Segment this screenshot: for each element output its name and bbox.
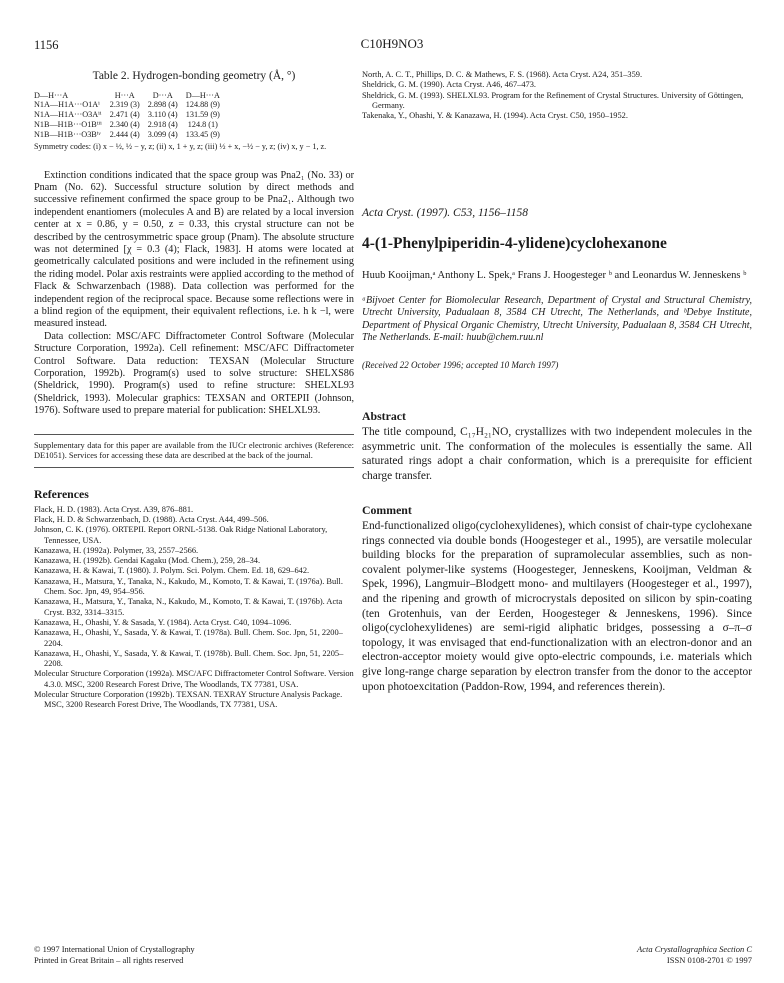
reference-item: Sheldrick, G. M. (1993). SHELXL93. Program for the Refinement of Crystal Structures. University of Göttingen, Germany. [362, 90, 744, 110]
body-paragraph: Extinction conditions indicated that the space group was Pna2₁ (No. 33) or Pnam (No. 62). Successful structure solution by direct methods and successive refinement confirmed the space group to be Pna2₁. Although two independent enantiomers (molecules A and B) are related by a local inversion center at x = 0.86, y = 0.50, z = 0.33, this crystal structure can not be described by the centrosymmetric space group (Pnam). The absolute structure was not determined [χ = 0.3 (4); Flack, 1983]. H atoms were located at geometrically calculated positions and were included in the refinement using the riding model. Polar axis restraints were applied according to the method of Flack & Schwarzenbach (1988). Data collection was performed for the independent region of the reciprocal space. Because some reflections were in a blind region of the equipment, their equivalent reflections, i.e. h k −l, were measured instead. [34, 169, 354, 330]
table-cell: 3.110 (4) [147, 110, 178, 120]
col-header: H···A [114, 90, 135, 100]
comment-heading: Comment [362, 502, 412, 517]
table-cell: N1B—H1B···O3Bⁱᵛ [34, 129, 101, 139]
affiliations: ᵃBijvoet Center for Biomolecular Research, Department of Crystal and Structural Chemistry, Utrecht University, Padualaan 8, 3584 CH Utrecht, The Netherlands, and ᵇDebye Institute, Department of Physical Organic Chemistry, Utrecht University, Padualaan 8, 3584 CH Utrecht, The Netherlands. E-mail: huub@chem.ruu.nl [362, 294, 752, 344]
reference-item: Johnson, C. K. (1976). ORTEPII. Report ORNL-5138. Oak Ridge National Laboratory, Tennessee, USA. [34, 525, 328, 545]
table-cell: 124.88 (9) [185, 100, 220, 110]
left-column [34, 70, 354, 711]
reference-item: Molecular Structure Corporation (1992b). TEXSAN. TEXRAY Structure Analysis Package. MSC, 3200 Research Forest Drive, The Woodlands, TX 77381, USA. [34, 690, 343, 710]
table-cell: N1A—H1A···O1Aⁱ [34, 100, 100, 110]
article-citation: Acta Cryst. (1997). C53, 1156–1158 [362, 207, 528, 220]
table-cell: N1A—H1A···O3Aⁱⁱ [34, 110, 102, 120]
reference-item: Sheldrick, G. M. (1990). Acta Cryst. A46, 467–473. [362, 80, 537, 90]
table-cell: 124.8 (1) [187, 119, 218, 129]
reference-item: Flack, H. D. & Schwarzenbach, D. (1988). Acta Cryst. A44, 499–506. [34, 515, 269, 524]
table-cell: 131.59 (9) [185, 110, 220, 120]
table-row [34, 120, 224, 130]
references-list [34, 505, 354, 711]
running-head: C10H9NO3 [360, 36, 424, 51]
received-dates: (Received 22 October 1996; accepted 10 March 1997) [362, 359, 559, 370]
symmetry-codes: Symmetry codes: (i) x − ½, ½ − y, z; (ii) x, 1 + y, z; (iii) ½ + x, −½ − y, z; (iv) x, y − 1, z. [34, 141, 327, 151]
table-cell: 2.898 (4) [147, 100, 178, 110]
supplementary-note: Supplementary data for this paper are available from the IUCr electronic archives (Reference: DE1051). Services for accessing these data are described at the back of the journal. [34, 440, 354, 460]
reference-item: Molecular Structure Corporation (1992a). MSC/AFC Diffractometer Control Software. Version 4.3.0. MSC, 3200 Research Forest Drive, The Woodlands, TX 77381, USA. [34, 669, 354, 689]
hbond-table [34, 91, 224, 140]
references-continued [362, 70, 752, 121]
table-cell: 133.45 (9) [185, 129, 220, 139]
table-row [34, 130, 224, 140]
reference-item: North, A. C. T., Phillips, D. C. & Mathews, F. S. (1968). Acta Cryst. A24, 351–359. [362, 70, 643, 79]
table-cell: 2.319 (3) [109, 100, 140, 110]
authors: Huub Kooijman,ᵃ Anthony L. Spek,ᵃ Frans J. Hoogesteger ᵇ and Leonardus W. Jenneskens ᵇ [362, 270, 747, 282]
issn: ISSN 0108-2701 © 1997 [666, 954, 752, 965]
reference-item: Kanazawa, H., Ohashi, Y. & Sasada, Y. (1984). Acta Cryst. C40, 1094–1096. [34, 617, 292, 627]
reference-item: Flack, H. D. (1983). Acta Cryst. A39, 876–881. [34, 504, 194, 514]
reference-item: Kanazawa, H., Ohashi, Y., Sasada, Y. & Kawai, T. (1978b). Bull. Chem. Soc. Jpn, 51, 2205–2208. [34, 648, 344, 669]
reference-item: Kanazawa, H., Ohashi, Y., Sasada, Y. & Kawai, T. (1978a). Bull. Chem. Soc. Jpn, 51, 2200–2204. [34, 628, 343, 648]
page-number: 1156 [34, 38, 59, 52]
comment-text: End-functionalized oligo(cyclohexylidenes), which consist of chair-type cyclohexane rings connected via double bonds (Hoogesteger et al., 1995), are versatile molecular building blocks for the preparation of supramolecular assemblies, such as non-covalent polymer-like systems (Hoogesteger, Jenneskens, Kooijman, Veldman & Spek, 1996), Langmuir–Blodgett mono- and multilayers (Hoogesteger et al., 1997), and the ripening and growth of microcrystals deposited on silicon by spin-coating (ten Grotenhuis, van der Eerden, Hoogesteger & Jenneskens, 1996). Since oligo(cyclohexylidenes) are semi-rigid aliphatic bridges, possessing a σ–π–σ topology, it was envisaged that end-functionalization with an electron-donor and an electron-acceptor moiety would give opto-electric compounds, i.e. materials which give long-range charge separation by electron transfer from the donor to the acceptor upon photoexcitation (Paddon-Row, 1994, and references therein). [362, 520, 752, 693]
journal-name: Acta Crystallographica Section C [637, 944, 752, 954]
table-row [34, 100, 224, 110]
reference-item: Kanazawa, H., Matsura, Y., Tanaka, N., Kakudo, M., Komoto, T. & Kawai, T. (1976b). Acta Cryst. B32, 3314–3315. [34, 597, 343, 617]
divider [34, 434, 354, 435]
table-cell: 2.340 (4) [109, 119, 140, 129]
footer-left [34, 944, 195, 965]
references-heading: References [34, 487, 89, 502]
table-caption: Table 2. Hydrogen-bonding geometry (Å, °) [92, 70, 296, 82]
col-header: D—H···A [185, 90, 220, 100]
table-cell: 2.918 (4) [147, 119, 178, 129]
table-cell: N1B—H1B···O1Bⁱⁱⁱ [34, 119, 102, 129]
table-row [34, 110, 224, 120]
reference-item: Kanazawa, H. & Kawai, T. (1980). J. Polym. Sci. Polym. Chem. Ed. 18, 629–642. [34, 566, 310, 576]
reference-item: Kanazawa, H., Matsura, Y., Tanaka, N., Kakudo, M., Komoto, T. & Kawai, T. (1976a). Bull. Chem. Soc. Jpn, 49, 954–956. [34, 576, 343, 597]
right-column [362, 70, 752, 694]
copyright: © 1997 International Union of Crystallography [34, 944, 195, 954]
reference-item: Kanazawa, H. (1992b). Gendai Kagaku (Mod. Chem.), 259, 28–34. [34, 556, 261, 566]
table-cell: 2.471 (4) [109, 110, 140, 120]
footer-right [560, 944, 752, 965]
col-header: D—H···A [34, 90, 69, 100]
paper-title: 4-(1-Phenylpiperidin-4-ylidene)cyclohexanone [362, 235, 667, 253]
abstract-heading: Abstract [362, 408, 406, 423]
printed-note: Printed in Great Britain – all rights reserved [34, 954, 184, 965]
body-paragraph: Data collection: MSC/AFC Diffractometer Control Software (Molecular Structure Corporation, 1992a). Cell refinement: MSC/AFC Diffractometer Control Software. Data reduction: TEXSAN (Molecular Structure Corporation, 1992b). Program(s) used to solve structure: SHELXS86 (Sheldrick, 1990). Program(s) used to refine structure: SHELXL93 (Sheldrick, 1993). Molecular graphics: TEXSAN and ORTEPII (Johnson, 1976). Software used to prepare material for publication: SHELXL93. [34, 330, 354, 417]
table-cell: 2.444 (4) [109, 129, 140, 139]
reference-item: Kanazawa, H. (1992a). Polymer, 33, 2557–2566. [34, 545, 199, 555]
table-header-row [34, 91, 224, 101]
table-cell: 3.099 (4) [147, 129, 178, 139]
divider [34, 467, 354, 468]
col-header: D···A [152, 90, 173, 100]
reference-item: Takenaka, Y., Ohashi, Y. & Kanazawa, H. (1994). Acta Cryst. C50, 1950–1952. [362, 111, 628, 121]
abstract-text: The title compound, C₁₇H₂₁NO, crystallizes with two independent molecules in the asymmetric unit. The conformation of the molecules is essentially the same. All saturated rings adopt a chair conformation, which is a prerequisite for efficient charge transfer. [362, 426, 752, 482]
